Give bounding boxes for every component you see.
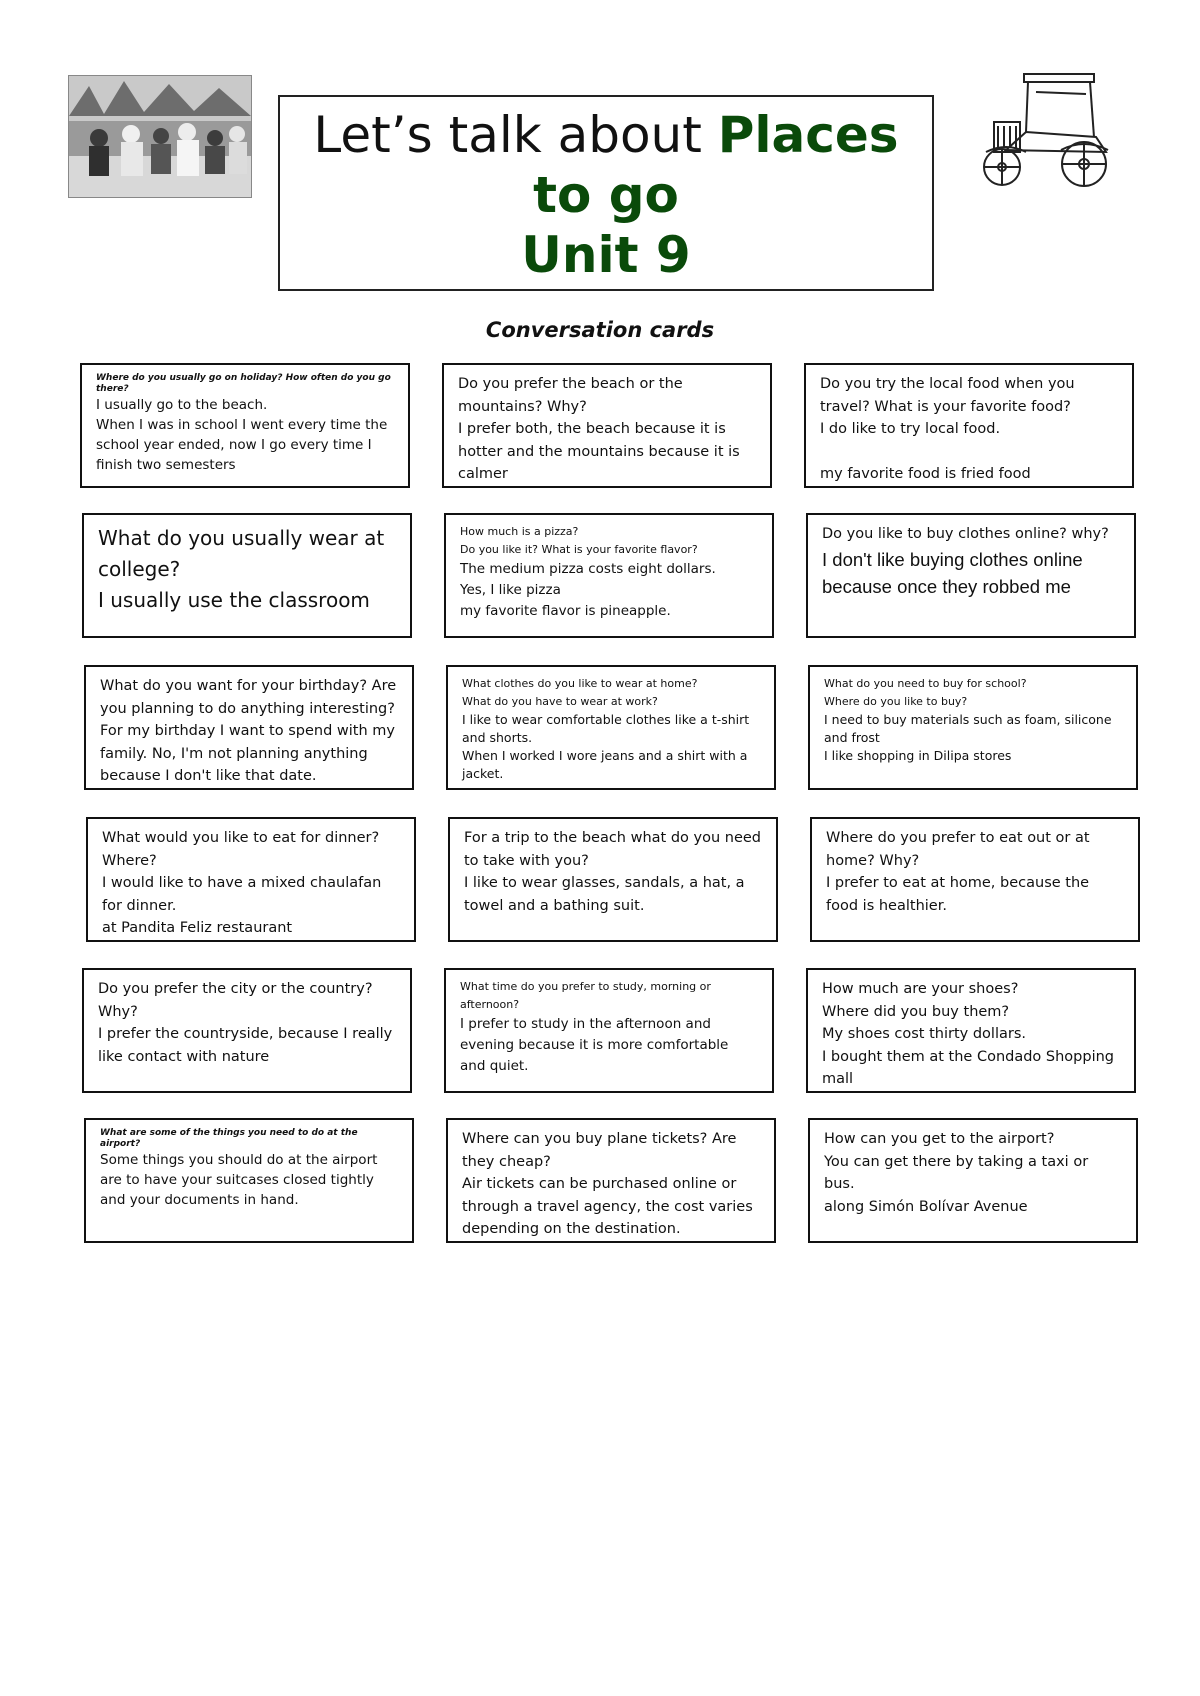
title-accent: Places to go bbox=[533, 106, 899, 224]
vintage-car-illustration bbox=[966, 52, 1121, 202]
card-question: What are some of the things you need to do at the airport? bbox=[100, 1128, 358, 1149]
family-picnic-photo bbox=[68, 75, 252, 198]
conversation-card bbox=[446, 665, 776, 790]
card-question: Where can you buy plane tickets? Are they cheap? bbox=[462, 1131, 737, 1170]
card-question: Where do you usually go on holiday? How often do you go there? bbox=[96, 373, 391, 394]
card-answer: I prefer the countryside, because I really like contact with nature bbox=[98, 1026, 393, 1065]
card-question: How can you get to the airport? bbox=[824, 1131, 1055, 1147]
title-lead: Let’s talk about bbox=[313, 106, 718, 164]
card-answer: For my birthday I want to spend with my family. No, I'm not planning anything because I don't like that date. bbox=[100, 723, 395, 784]
card-answer: Some things you should do at the airport are to have your suitcases closed tightly and your documents in hand. bbox=[100, 1152, 378, 1208]
conversation-card bbox=[82, 513, 412, 638]
card-question: What do you want for your birthday? Are you planning to do anything interesting? bbox=[100, 678, 397, 717]
card-answer: I would like to have a mixed chaulafan for dinner. at Pandita Feliz restaurant bbox=[102, 875, 382, 936]
conversation-card bbox=[446, 1118, 776, 1243]
card-question: Do you try the local food when you travel? What is your favorite food? bbox=[820, 376, 1075, 415]
conversation-card bbox=[448, 817, 778, 942]
card-answer: My shoes cost thirty dollars. I bought them at the Condado Shopping mall bbox=[822, 1026, 1115, 1087]
conversation-card bbox=[444, 513, 774, 638]
conversation-card bbox=[804, 363, 1134, 488]
section-subtitle: Conversation cards bbox=[485, 318, 715, 342]
card-answer: I prefer both, the beach because it is hotter and the mountains because it is calmer bbox=[458, 421, 740, 482]
conversation-card bbox=[444, 968, 774, 1093]
card-answer: I don't like buying clothes online because once they robbed me bbox=[822, 548, 1083, 597]
conversation-card bbox=[810, 817, 1140, 942]
card-question: Where do you prefer to eat out or at home? Why? bbox=[826, 830, 1090, 869]
conversation-card bbox=[442, 363, 772, 488]
card-answer: I prefer to eat at home, because the food is healthier. bbox=[826, 875, 1090, 914]
card-question: What do you usually wear at college? bbox=[98, 526, 385, 581]
car-graphic bbox=[966, 52, 1121, 202]
card-question: What would you like to eat for dinner? Where? bbox=[102, 830, 380, 869]
card-answer: I like to wear glasses, sandals, a hat, a towel and a bathing suit. bbox=[464, 875, 745, 914]
conversation-card bbox=[806, 968, 1136, 1093]
card-question: Do you prefer the beach or the mountains? Why? bbox=[458, 376, 683, 415]
conversation-card bbox=[808, 665, 1138, 790]
card-answer: I usually use the classroom bbox=[98, 588, 370, 612]
card-answer: I usually go to the beach. When I was in school I went every time the school year ended, now I go every time I finish two semesters bbox=[96, 397, 388, 473]
conversation-card bbox=[808, 1118, 1138, 1243]
card-question: Do you prefer the city or the country? Why? bbox=[98, 981, 373, 1020]
card-question: Do you like to buy clothes online? why? bbox=[822, 526, 1109, 542]
conversation-card bbox=[806, 513, 1136, 638]
photo-graphic bbox=[69, 76, 251, 197]
conversation-card bbox=[84, 1118, 414, 1243]
conversation-card bbox=[84, 665, 414, 790]
card-answer: I need to buy materials such as foam, silicone and frost I like shopping in Dilipa stores bbox=[824, 712, 1112, 763]
card-question: How much are your shoes? Where did you buy them? bbox=[822, 981, 1019, 1020]
conversation-card bbox=[86, 817, 416, 942]
title-box bbox=[278, 95, 934, 291]
card-answer: I like to wear comfortable clothes like a t-shirt and shorts. When I worked I wore jeans and a shirt with a jacket. bbox=[462, 712, 750, 781]
card-question: What do you need to buy for school? Where do you like to buy? bbox=[824, 677, 1027, 708]
card-answer: I prefer to study in the afternoon and evening because it is more comfortable and quiet. bbox=[460, 1016, 729, 1074]
card-question: How much is a pizza? Do you like it? What is your favorite flavor? bbox=[460, 525, 698, 556]
card-answer: I do like to try local food. my favorite food is fried food bbox=[820, 421, 1031, 482]
page-title bbox=[280, 105, 932, 225]
card-question: What time do you prefer to study, morning or afternoon? bbox=[460, 980, 711, 1011]
conversation-card bbox=[82, 968, 412, 1093]
unit-label: Unit 9 bbox=[521, 226, 691, 284]
card-question: For a trip to the beach what do you need to take with you? bbox=[464, 830, 762, 869]
card-answer: You can get there by taking a taxi or bus. along Simón Bolívar Avenue bbox=[824, 1153, 1089, 1215]
conversation-card bbox=[80, 363, 410, 488]
card-answer: The medium pizza costs eight dollars. Yes, I like pizza my favorite flavor is pineapple. bbox=[460, 561, 716, 619]
card-answer: Air tickets can be purchased online or through a travel agency, the cost varies depending on the destination. bbox=[462, 1176, 753, 1237]
card-question: What clothes do you like to wear at home? What do you have to wear at work? bbox=[462, 677, 698, 708]
